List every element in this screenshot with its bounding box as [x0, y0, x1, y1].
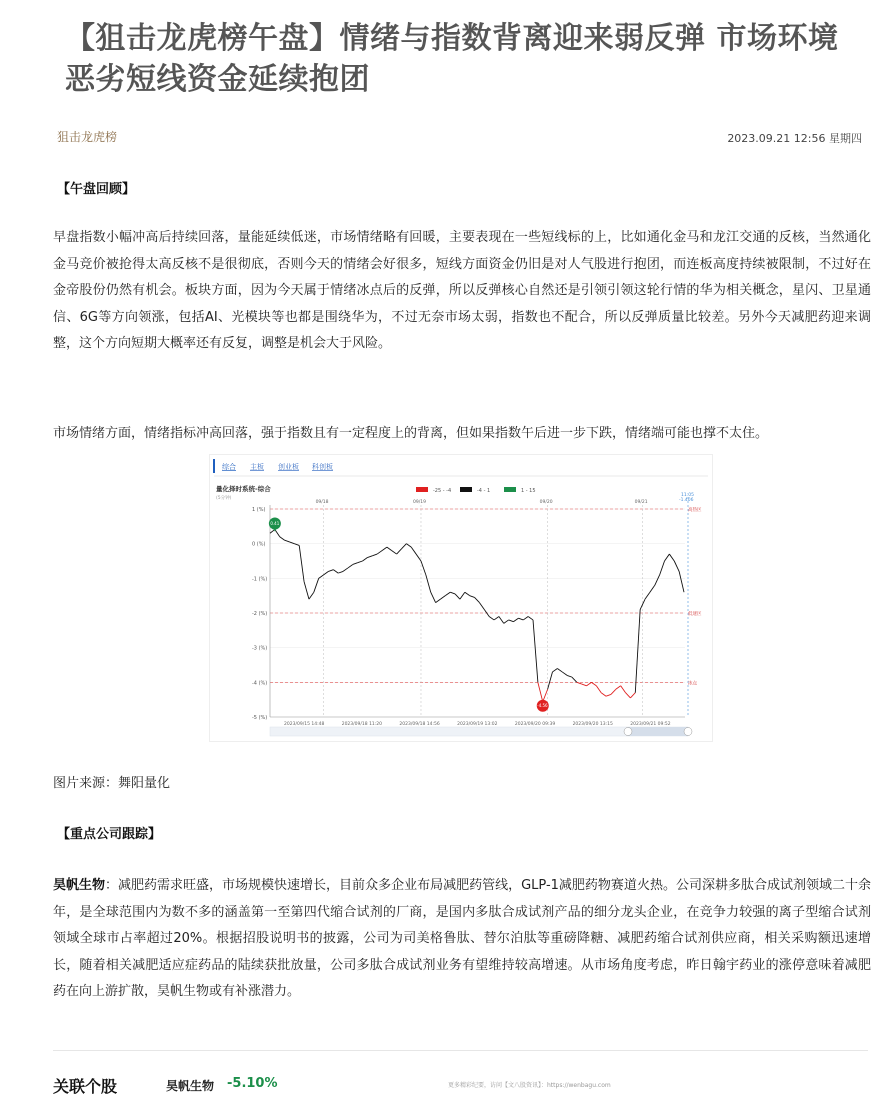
series-segment-33 [431, 592, 436, 602]
series-segment-83 [674, 561, 679, 571]
zone-label-1: 低迷区 [688, 612, 702, 617]
image-caption: 图片来源：舞阳量化 [53, 776, 171, 791]
series-segment-50 [514, 618, 519, 621]
series-segment-41 [470, 596, 475, 598]
x-tick-5: 2023/09/20 13:15 [572, 722, 613, 727]
series-segment-34 [436, 599, 441, 602]
article-title: 【狙击龙虎榜午盘】情绪与指数背离迎来弱反弹 市场环境恶劣短线资金延续抱团 [65, 21, 839, 97]
series-segment-21 [372, 554, 377, 556]
related-stocks-heading: 关联个股 [53, 1077, 118, 1096]
chart-tab-2: 创业板 [278, 463, 299, 471]
author-link[interactable]: 狙击龙虎榜 [57, 130, 118, 144]
day-label-2: 09/20 [539, 500, 553, 505]
series-segment-19 [363, 558, 368, 561]
x-tick-3: 2023/09/19 13:02 [457, 722, 498, 727]
chart-navigator-window [628, 727, 688, 736]
series-segment-72 [621, 686, 626, 693]
series-segment-82 [669, 554, 674, 561]
focus-company-body: ：减肥药需求旺盛，市场规模快速增长，目前众多企业布局减肥药管线，GLP-1减肥药物赛道火热。公司深耕多肽合成试剂领域二十余年，是全球范围内为数不多的涵盖第一至第四代缩合试剂的厂商，是国内多肽合成试剂产品的细分龙头企业，在竞争力较强的离子型缩合试剂领域全球市占率超过20%。根据招股说明书的披露，公司为司美格鲁肽、替尔泊肽等重磅降糖、减肥药缩合试剂供应商，相关采购额迅速增长，随着相关减肥适应症药品的陆续获批放量，公司多肽合成试剂业务有望维持较高增速。从市场角度考虑，昨日翰宇药业的涨停意味着减肥药在向上游扩散，昊帆生物或有补涨潜力。 [53, 878, 871, 999]
x-tick-1: 2023/09/18 11:20 [341, 722, 383, 727]
series-segment-18 [358, 561, 363, 563]
y-tick-6: -5 (%) [252, 715, 268, 721]
series-segment-59 [557, 668, 562, 671]
series-segment-29 [411, 547, 416, 554]
series-segment-65 [587, 682, 592, 685]
series-segment-12 [328, 570, 333, 572]
series-segment-61 [567, 675, 572, 677]
chart-tab-1: 主板 [250, 463, 264, 471]
related-stock-change: -5.10% [227, 1076, 278, 1091]
series-segment-9 [314, 578, 319, 592]
day-label-1: 09/19 [412, 500, 426, 505]
series-segment-64 [582, 684, 587, 686]
marker-high-label: 0.41 [270, 520, 280, 526]
series-segment-13 [333, 570, 338, 573]
review-paragraph-2: 市场情绪方面，情绪指标冲高回落，强于指数且有一定程度上的背离，但如果指数午后进一步下跌，情绪端可能也撑不太住。 [53, 426, 769, 441]
series-segment-69 [606, 694, 611, 696]
series-segment-46 [494, 616, 499, 619]
series-segment-42 [475, 597, 480, 602]
zone-label-0: 高热区 [688, 508, 702, 513]
chart-subtitle: (5分钟) [216, 496, 232, 501]
series-segment-22 [377, 551, 382, 554]
series-segment-47 [499, 616, 504, 623]
legend-swatch-0 [416, 487, 428, 492]
series-segment-60 [562, 672, 567, 675]
series-segment-2 [280, 537, 285, 540]
marker-low-label: -4.56 [537, 703, 548, 709]
x-tick-2: 2023/09/18 14:56 [399, 722, 440, 727]
navigator-handle-right [684, 728, 692, 736]
navigator-handle-left [624, 728, 632, 736]
x-tick-0: 2023/09/15 14:48 [284, 722, 325, 727]
series-segment-32 [426, 575, 431, 592]
series-segment-45 [489, 616, 494, 619]
chart-tab-0: 综合 [222, 463, 236, 471]
y-tick-4: -3 (%) [252, 645, 268, 652]
zone-label-2: 冰点 [688, 681, 697, 687]
current-value-label: -1.406 [679, 498, 694, 503]
series-segment-49 [509, 620, 514, 622]
chart-svg [210, 455, 712, 741]
series-segment-15 [343, 568, 348, 571]
series-segment-14 [338, 571, 343, 573]
focus-heading: 【重点公司跟踪】 [57, 827, 162, 842]
sentiment-chart [209, 454, 713, 742]
series-segment-67 [596, 686, 601, 693]
series-segment-36 [445, 592, 450, 595]
series-segment-11 [324, 571, 329, 574]
series-segment-35 [440, 596, 445, 599]
series-segment-75 [635, 610, 640, 693]
y-tick-0: 1 (%) [252, 507, 266, 513]
series-segment-24 [387, 547, 392, 550]
series-segment-16 [348, 564, 353, 567]
series-segment-7 [304, 582, 309, 599]
day-label-0: 09/18 [315, 500, 329, 505]
series-segment-77 [645, 592, 650, 599]
series-segment-80 [660, 561, 665, 575]
article-meta [57, 128, 862, 148]
series-segment-6 [299, 545, 304, 581]
section-divider [53, 1050, 868, 1051]
legend-label-2: 1 - 15 [521, 488, 536, 494]
chart-title: 量化择时系统-综合 [216, 485, 271, 493]
series-segment-55 [538, 682, 543, 701]
series-segment-81 [665, 554, 670, 561]
series-segment-76 [640, 599, 645, 609]
series-segment-68 [601, 693, 606, 696]
series-segment-57 [548, 672, 553, 689]
series-segment-25 [392, 551, 397, 554]
series-segment-48 [504, 620, 509, 623]
series-segment-27 [402, 544, 407, 549]
series-segment-51 [518, 618, 523, 620]
x-tick-4: 2023/09/20 09:39 [514, 722, 556, 727]
series-segment-58 [552, 668, 557, 671]
series-segment-26 [397, 549, 402, 554]
series-segment-1 [275, 529, 280, 536]
legend-swatch-2 [504, 487, 516, 492]
series-segment-37 [450, 592, 455, 594]
series-segment-62 [572, 677, 577, 682]
y-tick-1: 0 (%) [252, 541, 266, 548]
series-segment-30 [416, 554, 421, 561]
related-stock-name[interactable]: 昊帆生物 [166, 1079, 215, 1093]
series-segment-23 [382, 547, 387, 550]
x-tick-6: 2023/09/21 09:52 [630, 722, 671, 727]
series-segment-84 [679, 571, 684, 592]
series-segment-74 [630, 693, 635, 698]
y-tick-3: -2 (%) [252, 611, 268, 617]
series-segment-54 [533, 620, 538, 682]
series-segment-71 [616, 686, 621, 689]
series-segment-52 [523, 616, 528, 619]
series-segment-73 [626, 693, 631, 698]
current-time-label: 11:05 [681, 493, 694, 498]
series-segment-38 [455, 594, 460, 599]
series-segment-20 [367, 556, 372, 558]
review-paragraph-1: 早盘指数小幅冲高后持续回落，量能延续低迷，市场情绪略有回暖，主要表现在一些短线标的上，比如通化金马和龙江交通的反核，当然通化金马竞价被抢得太高反核不是很彻底，否则今天的情绪会好很多，短线方面资金仍旧是对人气股进行抱团，而连板高度持续被限制，不过好在金帝股份仍然有机会。板块方面，因为今天属于情绪冰点后的反弹，所以反弹核心自然还是引领引领这轮行情的华为相关概念，星闪、卫星通信、6G等方向领涨，包括AI、光模块等也都是围绕华为，不过无奈市场太弱，指数也不配合，所以反弹质量比较差。另外今天减肥药迎来调整，这个方向短期大概率还有反复，调整是机会大于风险。 [53, 230, 871, 351]
series-segment-31 [421, 561, 426, 575]
source-watermark: 更多精彩纪要，访问【文八股资讯】：https://wenbagu.com [448, 1082, 611, 1089]
legend-label-1: -4 - 1 [477, 488, 491, 494]
series-segment-66 [591, 682, 596, 685]
legend-label-0: -25 - -4 [433, 488, 452, 494]
series-segment-10 [319, 575, 324, 578]
series-segment-39 [460, 592, 465, 599]
chart-tab-3: 科创板 [312, 463, 333, 471]
series-segment-78 [650, 585, 655, 592]
series-segment-53 [528, 616, 533, 619]
review-heading: 【午盘回顾】 [57, 182, 136, 197]
series-segment-70 [611, 689, 616, 694]
series-segment-40 [465, 592, 470, 595]
day-label-3: 09/21 [634, 500, 648, 505]
series-segment-3 [285, 540, 290, 542]
focus-paragraph [53, 873, 871, 1006]
legend-swatch-1 [460, 487, 472, 492]
series-segment-43 [479, 603, 484, 610]
y-tick-2: -1 (%) [252, 576, 268, 583]
series-segment-17 [353, 563, 358, 565]
focus-company-name[interactable]: 昊帆生物 [53, 878, 106, 893]
publish-datetime: 2023.09.21 12:56 星期四 [727, 132, 862, 145]
series-segment-8 [309, 592, 314, 599]
series-segment-28 [406, 544, 411, 547]
series-segment-79 [655, 575, 660, 585]
y-tick-5: -4 (%) [252, 680, 268, 687]
